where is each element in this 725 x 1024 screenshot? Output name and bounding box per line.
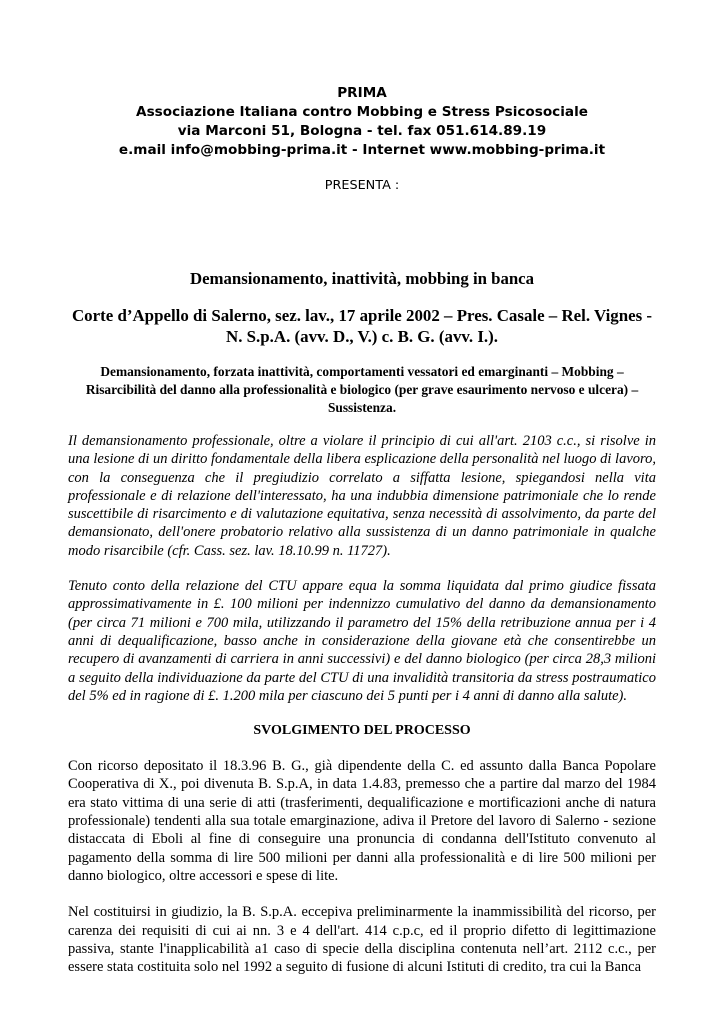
org-full-name: Associazione Italiana contro Mobbing e Stress Psicosociale [136, 104, 588, 120]
court-citation: Corte d’Appello di Salerno, sez. lav., 17 aprile 2002 – Pres. Casale – Rel. Vignes - N. S.p.A. (avv. D., V.) c. B. G. (avv. I.). [71, 306, 653, 346]
org-contacts: e.mail info@mobbing-prima.it - Internet www.mobbing-prima.it [118, 142, 606, 158]
massima-paragraph-2: Tenuto conto della relazione del CTU appare equa la somma liquidata dal primo giudice fissata approssimativamente in £. 100 milioni per indennizzo cumulativo del danno da demansionamento (per circa 71 milioni e 700 mila, utilizzando il parametro del 15% della retribuzione annua per i 4 anni di dequalificazione, basso anche in considerazione della giovane età che consentirebbe un recupero di avanzamenti di carriera in anni successivi) e del danno biologico (per circa 28,3 milioni a seguito della individuazione da parte del CTU di una invalidità transitoria da stress postraumatico del 5% ed in ragione di £. 1.200 mila per ciascuno dei 5 punti per i 4 anni di danno alla salute). [68, 578, 656, 704]
document-page [68, 84, 656, 976]
body-paragraph-2: Nel costituirsi in giudizio, la B. S.p.A. eccepiva preliminarmente la inammissibilità del ricorso, per carenza dei requisiti di cui ai nn. 3 e 4 dell'art. 414 c.p.c, ed il proprio difetto di legittimazione passiva, stante l'inapplicabilità a1 caso di specie della disciplina contenuta nell’art. 2112 c.c., per essere stata costituita solo nel 1992 a seguito di fusione di alcuni Istituti di credito, tra cui la Banca [68, 904, 656, 976]
org-address: via Marconi 51, Bologna - tel. fax 051.614.89.19 [177, 123, 547, 139]
body-paragraph-1: Con ricorso depositato il 18.3.96 B. G., già dipendente della C. ed assunto dalla Banca Popolare Cooperativa di X., poi divenuta B. S.p.A, in data 1.4.83, premesso che a partire dal marzo del 1984 era stato vittima di una serie di atti (trasferimenti, dequalificazione e mortificazioni anche di natura professionale) tendenti alla sua totale emarginazione, adiva il Pretore del lavoro di Salerno - sezione distaccata di Eboli al fine di conseguire una pronuncia di condanna dell'Istituto convenuto al pagamento della somma di lire 500 milioni per danni alla professionalità e di lire 500 milioni per danno biologico, oltre accessori e spese di lite. [68, 758, 656, 884]
org-name: PRIMA [337, 85, 387, 101]
section-title: SVOLGIMENTO DEL PROCESSO [253, 723, 471, 739]
massima-paragraph-1: Il demansionamento professionale, oltre a violare il principio di cui all'art. 2103 c.c., si risolve in una lesione di un diritto fondamentale della libera esplicazione della personalità nel luogo di lavoro, con la conseguenza che il pregiudizio correlato a siffatta lesione, spiegandosi nella vita professionale e di relazione dell'interessato, ha una indubbia dimensione patrimoniale che lo rende suscettibile di risarcimento e di valutazione equitativa, senza necessità di assolvimento, da parte del demansionato, dell'onere probatorio relativo alla sussistenza di un danno patrimoniale in qualche modo risarcibile (cfr. Cass. sez. lav. 18.10.99 n. 11727). [68, 433, 656, 559]
case-summary: Demansionamento, forzata inattività, comportamenti vessatori ed emarginanti – Mobbing – Risarcibilità del danno alla professionalità e biologico (per grave esaurimento nervoso e ulcera) – Sussistenza. [85, 364, 639, 415]
document-title: Demansionamento, inattività, mobbing in banca [189, 269, 535, 288]
organization-header [68, 84, 656, 160]
presenta-label: PRESENTA : [324, 178, 400, 193]
